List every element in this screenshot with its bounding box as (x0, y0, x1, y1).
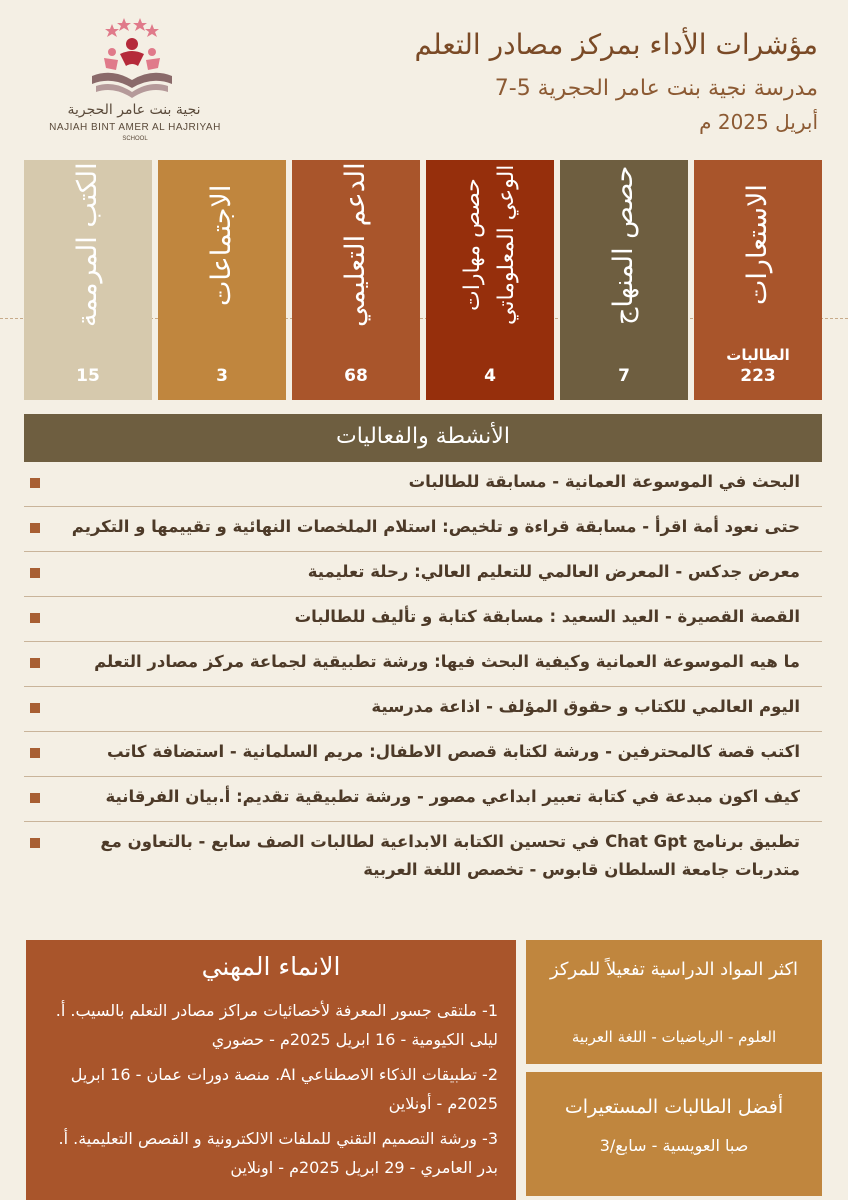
page-title: مؤشرات الأداء بمركز مصادر التعلم (414, 28, 818, 61)
square-bullet-icon (30, 523, 40, 533)
stat-value: 3 (216, 366, 228, 386)
square-bullet-icon (30, 748, 40, 758)
list-item: حتى نعود أمة اقرأ - مسابقة قراءة و تلخيص: استلام الملخصات النهائية و تقييمها و التكريم (24, 507, 822, 552)
professional-item: 1- ملتقى جسور المعرفة لأخصائيات مراكز مصادر التعلم بالسيب. أ. ليلى الكيومية - 16 ابريل 2025م - حضوري (55, 1001, 498, 1049)
square-bullet-icon (30, 703, 40, 713)
square-bullet-icon (30, 658, 40, 668)
square-bullet-icon (30, 613, 40, 623)
professional-item: 3- ورشة التصميم التقني للملفات الالكترونية و القصص التعليمية. أ. بدر العامري - 29 ابريل 2025م - اونلاين (58, 1129, 498, 1177)
stat-value: 223 (740, 366, 776, 386)
list-item: اكتب قصة كالمحترفين - ورشة لكتابة قصص الاطفال: مريم السلمانية - استضافة كاتب (24, 732, 822, 777)
stat-label: حصص مهارات الوعي المعلوماتي (460, 164, 519, 326)
logo-name-english: NAJIAH BINT AMER AL HAJRIYAH (49, 122, 221, 133)
list-item: كيف اكون مبدعة في كتابة تعبير ابداعي مصور - ورشة تطبيقية تقديم: أ.بيان الفرقانية (24, 777, 822, 822)
list-item: ما هيه الموسوعة العمانية وكيفية البحث فيها: ورشة تطبيقية لجماعة مركز مصادر التعلم (24, 642, 822, 687)
top-subjects-value: العلوم - الرياضيات - اللغة العربية (571, 1028, 777, 1046)
top-subjects-box (526, 940, 822, 1064)
top-borrowers-title: أفضل الطالبات المستعيرات (564, 1096, 784, 1118)
logo-name-arabic: نجية بنت عامر الحجرية (67, 102, 201, 118)
square-bullet-icon (30, 838, 40, 848)
stat-value: 4 (484, 366, 496, 386)
square-bullet-icon (30, 793, 40, 803)
stat-sublabel: الطالبات (726, 346, 790, 364)
professional-item: 2- تطبيقات الذكاء الاصطناعي AI. منصة دورات عمان - 16 ابريل 2025م - أونلاين (70, 1065, 498, 1113)
activities-list (24, 462, 822, 894)
stat-info-literacy (426, 160, 554, 400)
stat-value: 7 (618, 366, 630, 386)
professional-development-box (26, 940, 516, 1200)
stat-repaired-books (24, 160, 152, 400)
stat-label: حصص المنهاج (608, 165, 639, 325)
stat-curriculum-classes (560, 160, 688, 400)
list-item: اليوم العالمي للكتاب و حقوق المؤلف - اذاعة مدرسية (24, 687, 822, 732)
report-date: أبريل 2025 م (699, 110, 818, 134)
logo-school-text: SCHOOL (122, 136, 148, 142)
stat-value: 15 (76, 366, 100, 386)
square-bullet-icon (30, 478, 40, 488)
top-subjects-title: اكثر المواد الدراسية تفعيلاً للمركز (549, 959, 799, 980)
school-logo-icon (82, 14, 182, 104)
list-item: القصة القصيرة - العيد السعيد : مسابقة كتابة و تأليف للطالبات (24, 597, 822, 642)
top-borrowers-box (526, 1072, 822, 1196)
list-item: تطبيق برنامج Chat Gpt في تحسين الكتابة الابداعية لطالبات الصف سابع - بالتعاون مع متدربات جامعة السلطان قابوس - تخصص اللغة العربية (24, 822, 822, 894)
list-item: معرض جدكس - المعرض العالمي للتعليم العالي: رحلة تعليمية (24, 552, 822, 597)
top-borrowers-value: صبا العويسية - سابع/3 (599, 1136, 749, 1155)
stat-label: الدعم التعليمي (340, 162, 371, 328)
stat-borrowings (694, 160, 822, 400)
stat-meetings (158, 160, 286, 400)
square-bullet-icon (30, 568, 40, 578)
stat-label: الاستعارات (742, 184, 773, 306)
professional-title: الانماء المهني (201, 952, 341, 981)
stat-label: الكتب المرممة (72, 162, 103, 328)
school-name: مدرسة نجية بنت عامر الحجرية 5-7 (494, 76, 818, 101)
stat-value: 68 (344, 366, 368, 386)
activities-title: الأنشطة والفعاليات (24, 414, 822, 462)
stat-educational-support (292, 160, 420, 400)
stat-label: الاجتماعات (206, 184, 237, 306)
list-item: البحث في الموسوعة العمانية - مسابقة للطالبات (24, 462, 822, 507)
